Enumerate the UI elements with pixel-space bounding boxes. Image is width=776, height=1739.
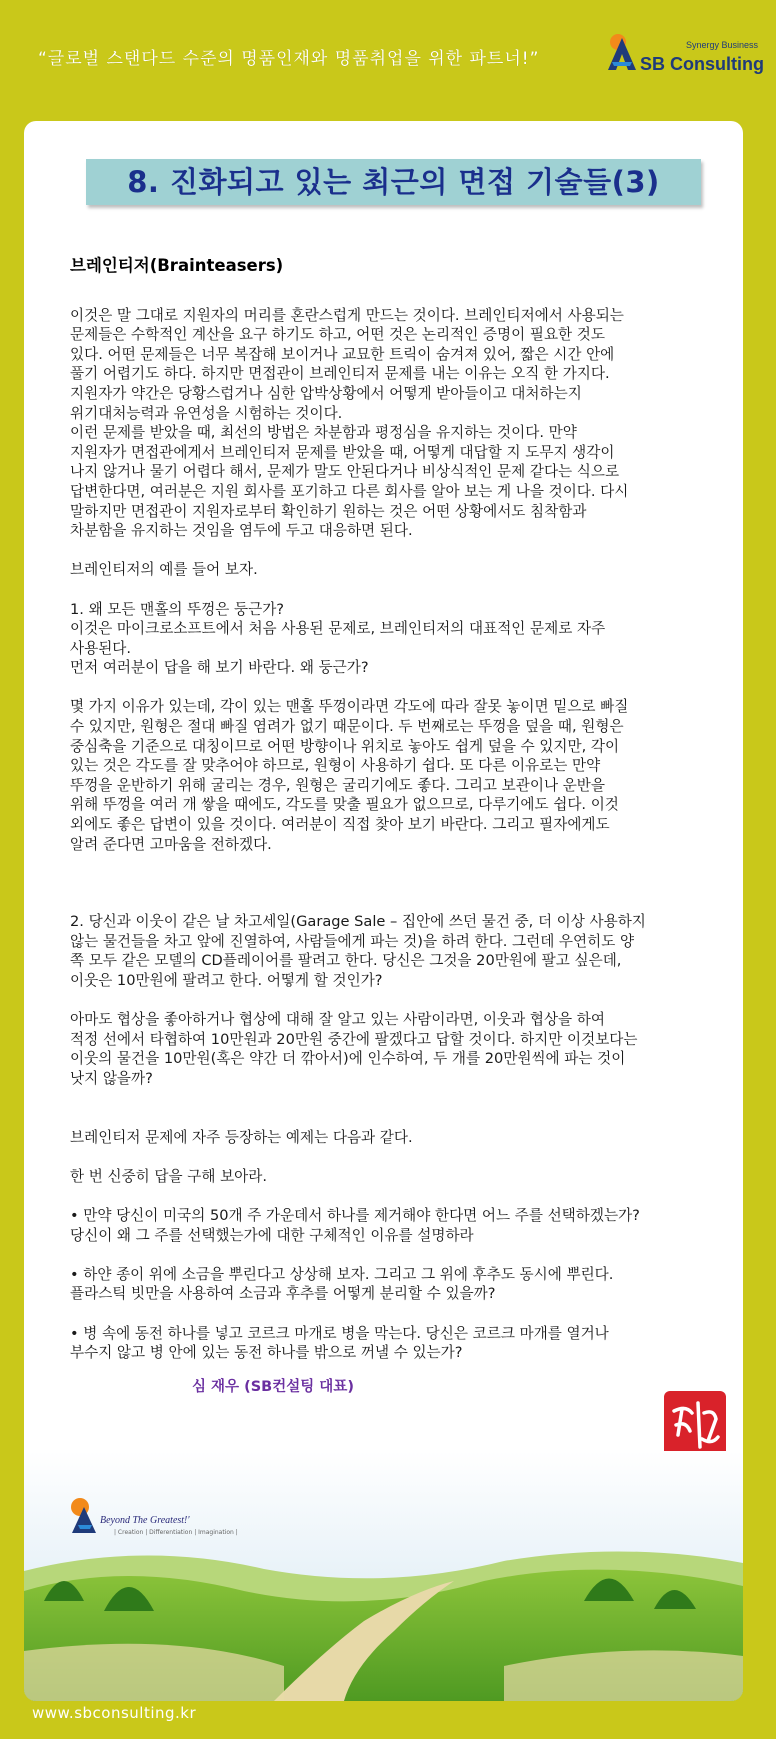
- text-line: 1. 왜 모든 맨홀의 뚜껑은 둥근가?: [70, 600, 285, 618]
- answer-1: [70, 697, 730, 854]
- logo-mark-icon: [606, 32, 640, 72]
- text-line: • 하얀 종이 위에 소금을 뿌린다고 상상해 보자. 그리고 그 위에 후추도 동시에 뿌린다.: [70, 1265, 614, 1283]
- question-2: [70, 912, 730, 990]
- beyond-logo-mark-icon: [68, 1497, 104, 1537]
- text-line: 풀기 어렵기도 하다. 하지만 면접관이 브레인티저 문제를 내는 이유는 오직 한 가지다.: [70, 365, 610, 383]
- article-title: 8. 진화되고 있는 최근의 면접 기술들(3): [127, 165, 660, 199]
- text-line: 이것은 마이크로소프트에서 처음 사용된 문제로, 브레인티저의 대표적인 문제로 자주: [70, 620, 606, 638]
- answer-2: [70, 1010, 730, 1088]
- prompt-text: 한 번 신중히 답을 구해 보아라.: [70, 1167, 268, 1185]
- text-line: 이것은 말 그대로 지원자의 머리를 혼란스럽게 만드는 것이다. 브레인티저에서 사용되는: [70, 306, 624, 324]
- text-line: 있다. 어떤 문제들은 너무 복잡해 보이거나 교묘한 트릭이 숨겨져 있어, 짧은 시간 안에: [70, 345, 615, 363]
- text-line: 수 있지만, 원형은 절대 빠질 염려가 없기 때문이다. 두 번째로는 뚜껑을 덮을 때, 원형은: [70, 718, 624, 736]
- beyond-logo: [68, 1497, 238, 1541]
- text-line: 낫지 않을까?: [70, 1069, 153, 1087]
- text-line: 몇 가지 이유가 있는데, 각이 있는 맨홀 뚜껑이라면 각도에 따라 잘못 놓이면 밑으로 빠질: [70, 698, 629, 716]
- article-panel: [24, 121, 743, 1701]
- bullet-item: [70, 1324, 730, 1363]
- text-line: 지원자가 약간은 당황스럽거나 심한 압박상황에서 어떻게 받아들이고 대처하는지: [70, 384, 582, 402]
- text-line: 2. 당신과 이웃이 같은 날 차고세일(Garage Sale – 집안에 쓰던 물건 중, 더 이상 사용하지: [70, 913, 646, 931]
- logo-name: SB Consulting: [640, 54, 764, 74]
- more-examples-intro: 브레인티저 문제에 자주 등장하는 예제는 다음과 같다.: [70, 1128, 413, 1146]
- landscape-illustration: [24, 1451, 743, 1701]
- intro-paragraph: [70, 306, 730, 541]
- text-line: 먼저 여러분이 답을 해 보기 바란다. 왜 둥근가?: [70, 659, 369, 677]
- text-line: 않는 물건들을 차고 앞에 진열하여, 사람들에게 파는 것)을 하려 한다. 그런데 우연히도 양: [70, 932, 635, 950]
- text-line: 위해 뚜껑을 여러 개 쌓을 때에도, 각도를 맞출 필요가 없으므로, 다루기에도 쉽다. 이것: [70, 796, 619, 814]
- text-line: 아마도 협상을 좋아하거나 협상에 대해 잘 알고 있는 사람이라면, 이웃과 협상을 하여: [70, 1011, 605, 1029]
- text-line: 사용된다.: [70, 639, 132, 657]
- author-signature: 심 재우 (SB컨설팅 대표): [192, 1379, 354, 1395]
- title-bar: [86, 159, 701, 205]
- bullet-item: [70, 1265, 730, 1304]
- text-line: 부수지 않고 병 안에 있는 동전 하나를 밖으로 꺼낼 수 있는가?: [70, 1344, 463, 1362]
- text-line: 있는 것은 각도를 잘 맞추어야 하므로, 원형이 사용하기 쉽다. 또 다른 이유로는 만약: [70, 757, 601, 775]
- text-line: 당신이 왜 그 주를 선택했는가에 대한 구체적인 이유를 설명하라: [70, 1226, 474, 1244]
- text-line: 이런 문제를 받았을 때, 최선의 방법은 차분함과 평정심을 유지하는 것이다. 만약: [70, 424, 577, 442]
- text-line: 뚜껑을 운반하기 위해 굴리는 경우, 원형은 굴리기에도 좋다. 그리고 보관이나 운반을: [70, 776, 605, 794]
- beyond-slogan: Beyond The Greatest!': [100, 1515, 190, 1526]
- text-line: • 만약 당신이 미국의 50개 주 가운데서 하나를 제거해야 한다면 어느 주를 선택하겠는가?: [70, 1206, 640, 1224]
- text-line: 쪽 모두 같은 모델의 CD플레이어를 팔려고 한다. 당신은 그것을 20만원에 팔고 싶은데,: [70, 952, 622, 970]
- header-slogan: “글로벌 스탠다드 수준의 명품인재와 명품취업을 위한 파트너!”: [38, 49, 540, 69]
- beyond-subtitle: | Creation | Differentiation | Imagination |: [114, 1529, 238, 1536]
- text-line: 플라스틱 빗만을 사용하여 소금과 후추를 어떻게 분리할 수 있을까?: [70, 1285, 496, 1303]
- text-line: 문제들은 수학적인 계산을 요구 하기도 하고, 어떤 것은 논리적인 증명이 필요한 것도: [70, 326, 605, 344]
- text-line: 지원자가 면접관에게서 브레인티저 문제를 받았을 때, 어떻게 대답할 지 도무지 생각이: [70, 443, 615, 461]
- logo-tagline: Synergy Business: [685, 40, 758, 50]
- article-body: [70, 256, 730, 1363]
- text-line: • 병 속에 동전 하나를 넣고 코르크 마개로 병을 막는다. 당신은 코르크 마개를 열거나: [70, 1324, 609, 1342]
- text-line: 말하지만 면접관이 지원자로부터 확인하기 원하는 것은 어떤 상황에서도 침착함과: [70, 502, 587, 520]
- text-line: 적정 선에서 타협하여 10만원과 20만원 중간에 팔겠다고 답할 것이다. 하지만 이것보다는: [70, 1030, 638, 1048]
- text-line: 나지 않거나 물기 어렵다 해서, 문제가 말도 안된다거나 비상식적인 문제 같다는 식으로: [70, 463, 620, 481]
- text-line: 중심축을 기준으로 대칭이므로 어떤 방향이나 위치로 놓아도 쉽게 덮을 수 있지만, 각이: [70, 737, 620, 755]
- example-intro: 브레인티저의 예를 들어 보자.: [70, 561, 258, 579]
- section-heading: 브레인티저(Brainteasers): [70, 256, 284, 275]
- text-line: 답변한다면, 여러분은 지원 회사를 포기하고 다른 회사를 알아 보는 게 나을 것이다. 다시: [70, 482, 629, 500]
- text-line: 이웃의 물건을 10만원(혹은 약간 더 깎아서)에 인수하여, 두 개를 20만원씩에 파는 것이: [70, 1050, 626, 1068]
- text-line: 위기대처능력과 유연성을 시험하는 것이다.: [70, 404, 343, 422]
- sb-consulting-logo[interactable]: [606, 30, 766, 80]
- text-line: 외에도 좋은 답변이 있을 것이다. 여러분이 직접 찾아 보기 바란다. 그리고 필자에게도: [70, 816, 610, 834]
- text-line: 알려 준다면 고마움을 전하겠다.: [70, 835, 272, 853]
- question-1: [70, 600, 730, 678]
- text-line: 이웃은 10만원에 팔려고 한다. 어떻게 할 것인가?: [70, 972, 383, 989]
- bullet-item: [70, 1206, 730, 1245]
- website-link[interactable]: www.sbconsulting.kr: [32, 1704, 197, 1722]
- text-line: 차분함을 유지하는 것임을 염두에 두고 대응하면 된다.: [70, 522, 413, 540]
